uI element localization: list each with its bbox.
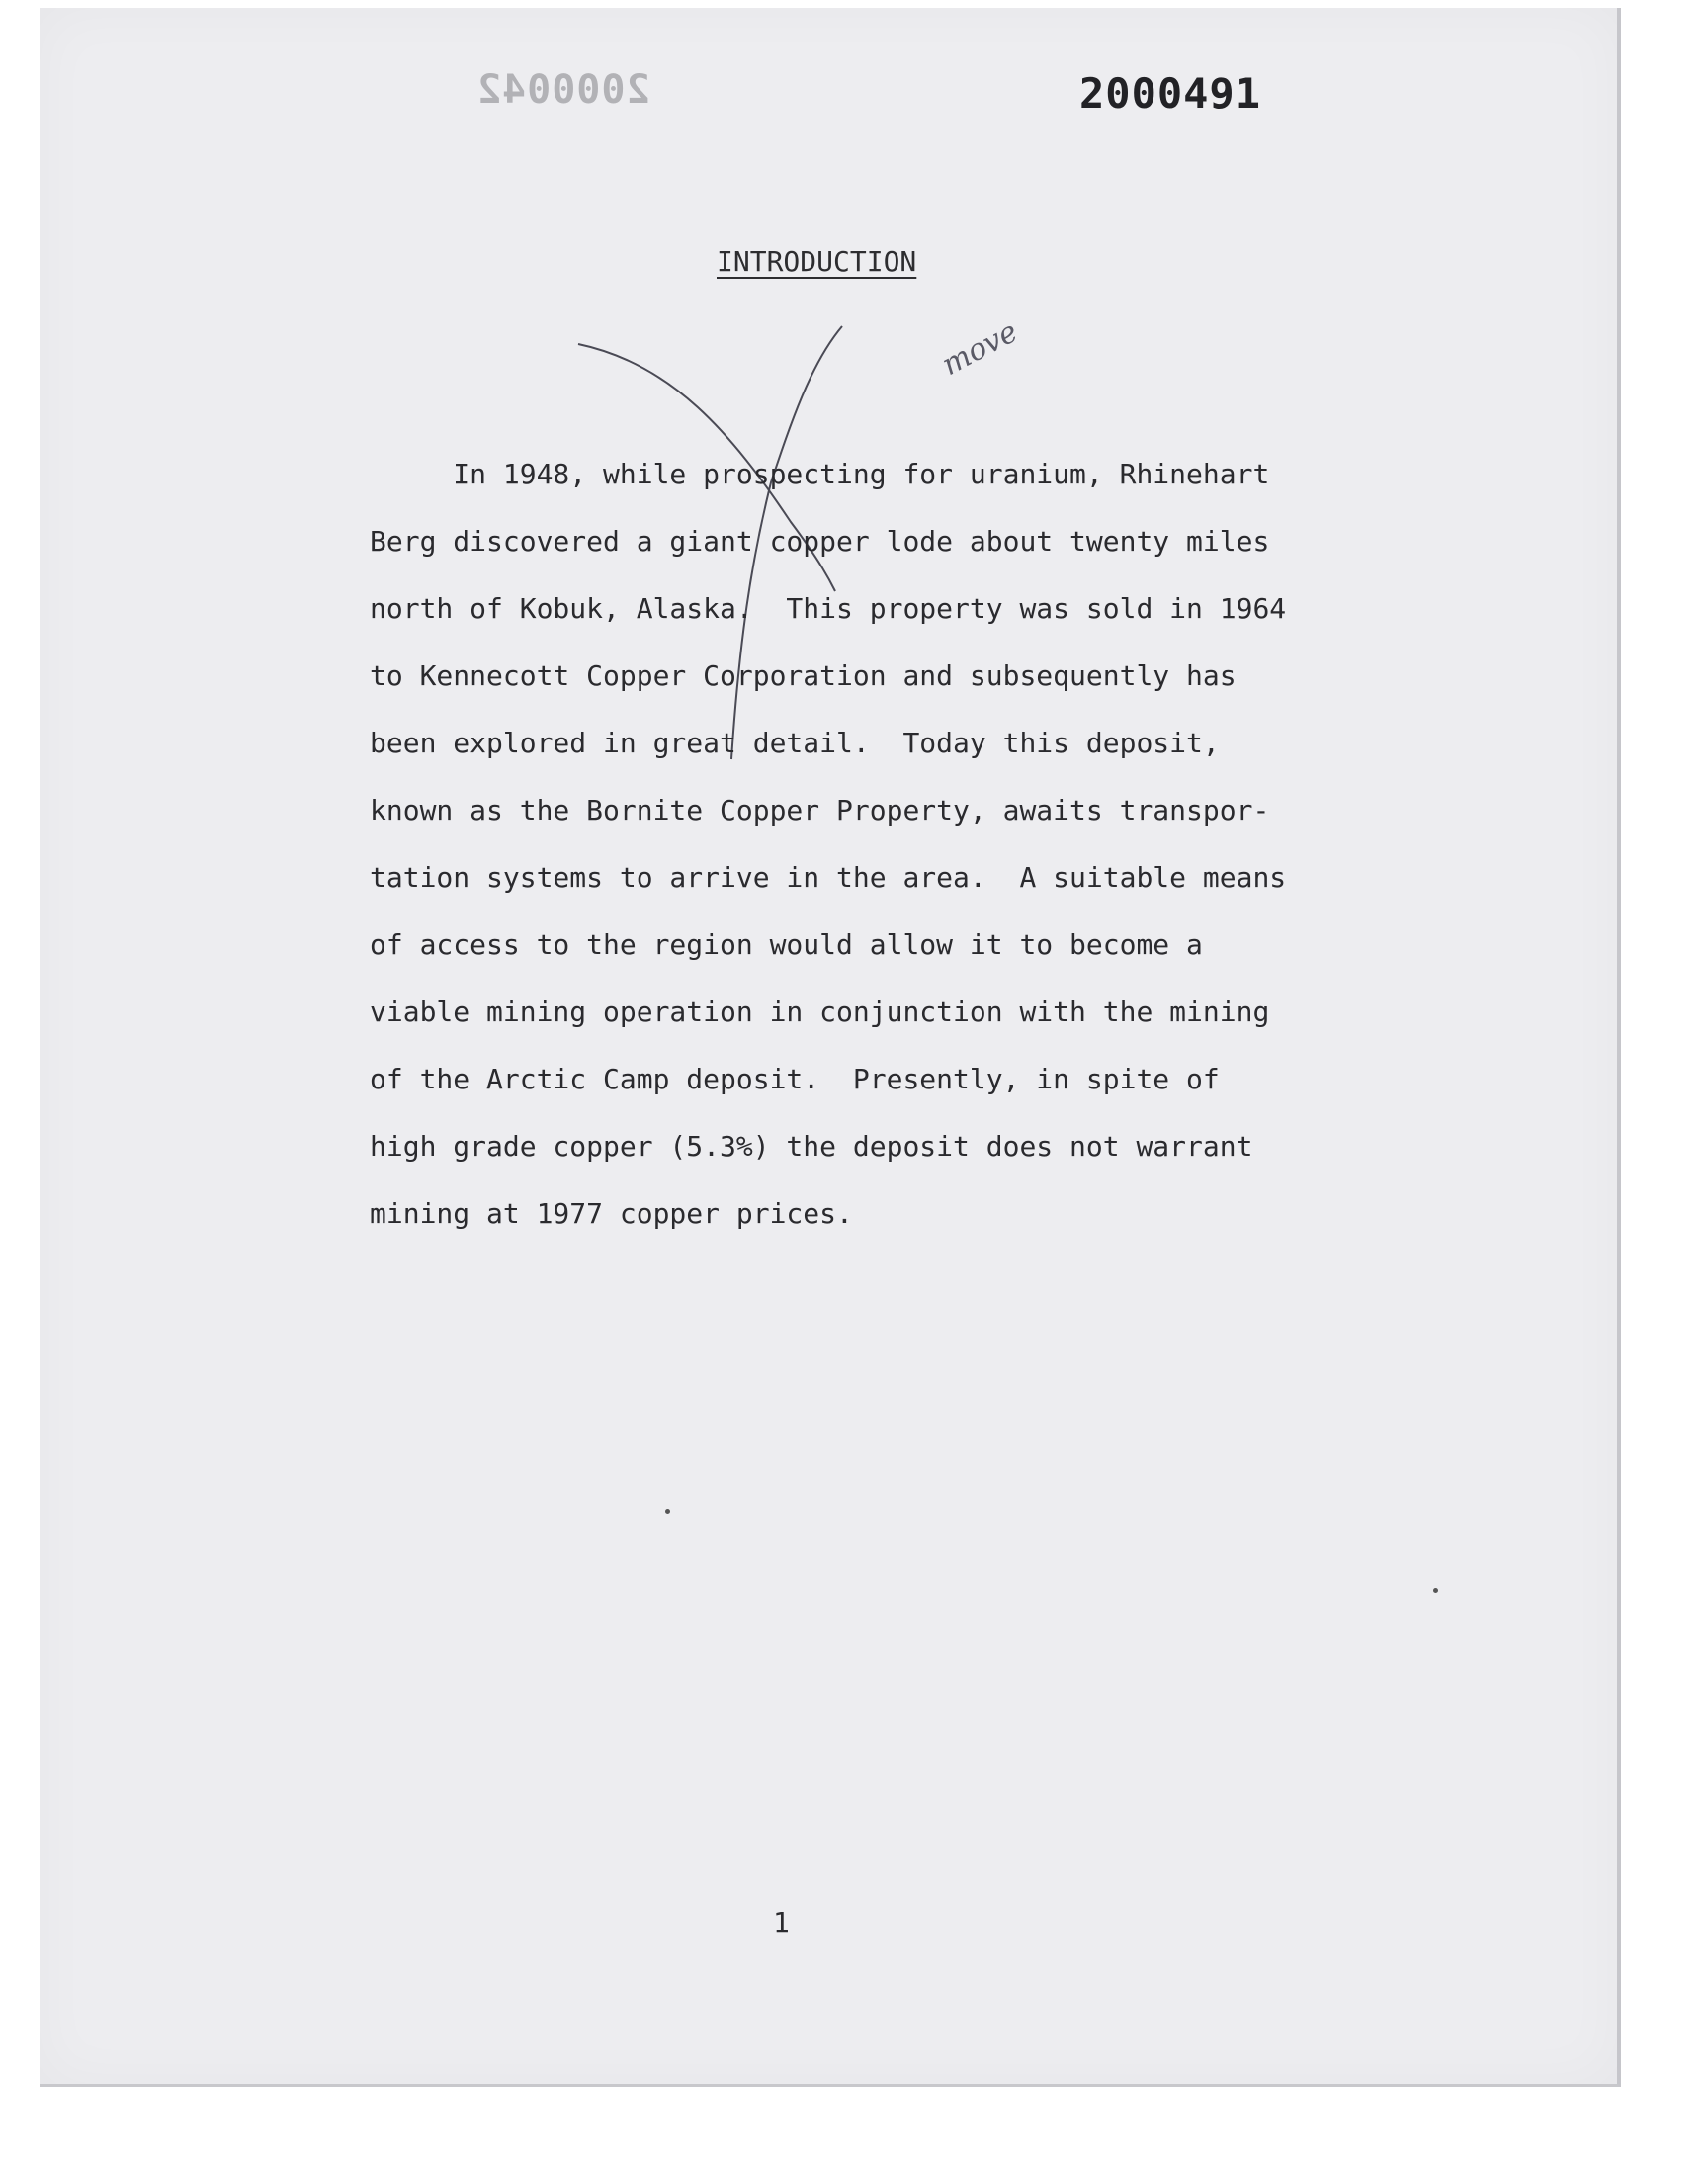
page-number: 1	[773, 1906, 790, 1939]
document-number-stamp: 2000491	[1079, 69, 1262, 118]
handwritten-note: move	[936, 314, 1024, 384]
paragraph-line: mining at 1977 copper prices.	[370, 1197, 853, 1230]
paragraph-line: In 1948, while prospecting for uranium, Rhinehart	[370, 458, 1270, 490]
paragraph-line: of the Arctic Camp deposit. Presently, in spite of	[370, 1063, 1220, 1095]
paragraph-line: known as the Bornite Copper Property, awaits transpor-	[370, 794, 1270, 826]
paragraph-line: Berg discovered a giant copper lode about twenty miles	[370, 525, 1270, 558]
paragraph-line: north of Kobuk, Alaska. This property was sold in 1964	[370, 592, 1287, 625]
document-page	[40, 8, 1621, 2087]
speck-mark	[665, 1509, 670, 1514]
paragraph-line: high grade copper (5.3%) the deposit does not warrant	[370, 1130, 1253, 1163]
paragraph-line: been explored in great detail. Today this deposit,	[370, 727, 1220, 759]
paragraph-line: to Kennecott Copper Corporation and subsequently has	[370, 659, 1237, 692]
introduction-paragraph	[370, 441, 1338, 1248]
paragraph-line: of access to the region would allow it to become a	[370, 928, 1203, 961]
page-title: INTRODUCTION	[717, 245, 917, 278]
paragraph-line: tation systems to arrive in the area. A suitable means	[370, 861, 1287, 894]
paragraph-line: viable mining operation in conjunction with the mining	[370, 996, 1270, 1028]
speck-mark	[1433, 1588, 1438, 1593]
faint-document-number-stamp: 2000042	[476, 67, 650, 113]
